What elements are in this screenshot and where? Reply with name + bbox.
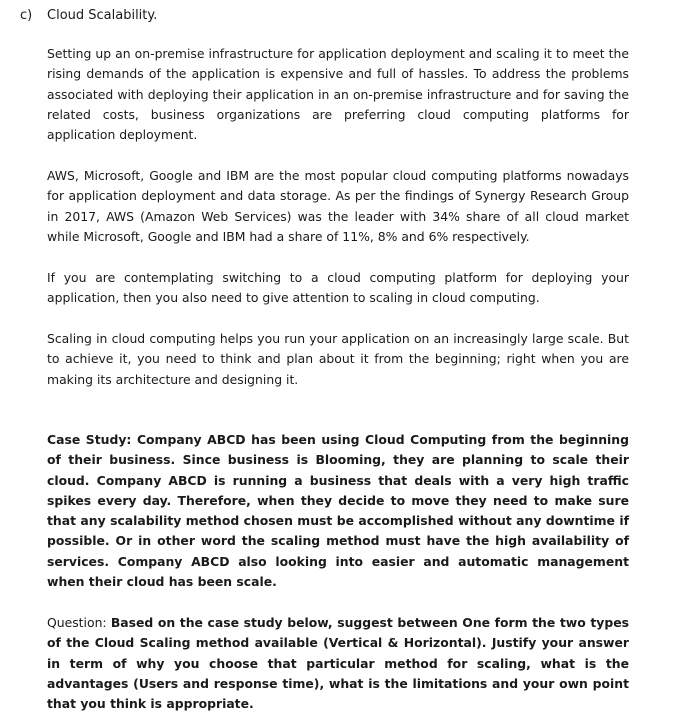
paragraph-intro: Setting up an on-premise infrastructure for application deployment and scaling it to meet the rising demands of the application is expensive and full of hassles. To address the problems associated with deploying their application in an on-premise infrastructure and for saving the related costs, business organizations are preferring cloud computing platforms for application deployment. [47,46,629,143]
question-body: Based on the case study below, suggest between One form the two types of the Cloud Scaling method available (Vertical & Horizontal). Justify your answer in term of why you choose that particular method for scaling, what is the advantages (Users and response time), what is the limitations and your own point that you think is appropriate. [47,615,629,712]
paragraph-platforms: AWS, Microsoft, Google and IBM are the most popular cloud computing platforms nowadays for application deployment and data storage. As per the findings of Synergy Research Group in 2017, AWS (Amazon Web Services) was the leader with 34% share of all cloud market while Microsoft, Google and IBM had a share of 11%, 8% and 6% respectively. [47,168,629,244]
paragraph-scaling: Scaling in cloud computing helps you run your application on an increasingly large scale. But to achieve it, you need to think and plan about it from the beginning; right when you are making its architecture and designing it. [47,331,629,387]
section-title: Cloud Scalability. [47,8,158,23]
section-heading [20,6,157,26]
section-marker: c) [20,8,33,23]
paragraph-switching: If you are contemplating switching to a cloud computing platform for deploying your application, then you also need to give attention to scaling in cloud computing. [47,270,629,306]
case-study-paragraph: Case Study: Company ABCD has been using Cloud Computing from the beginning of their business. Since business is Blooming, they are planning to scale their cloud. Company ABCD is running a business that deals with a very high traffic spikes every day. Therefore, when they decide to move they need to make sure that any scalability method chosen must be accomplished without any downtime if possible. Or in other word the scaling method must have the high availability of services. Company ABCD also looking into easier and automatic management when their cloud has been scale. [47,432,629,590]
question-paragraph [47,613,629,714]
question-label: Question: [47,615,107,630]
